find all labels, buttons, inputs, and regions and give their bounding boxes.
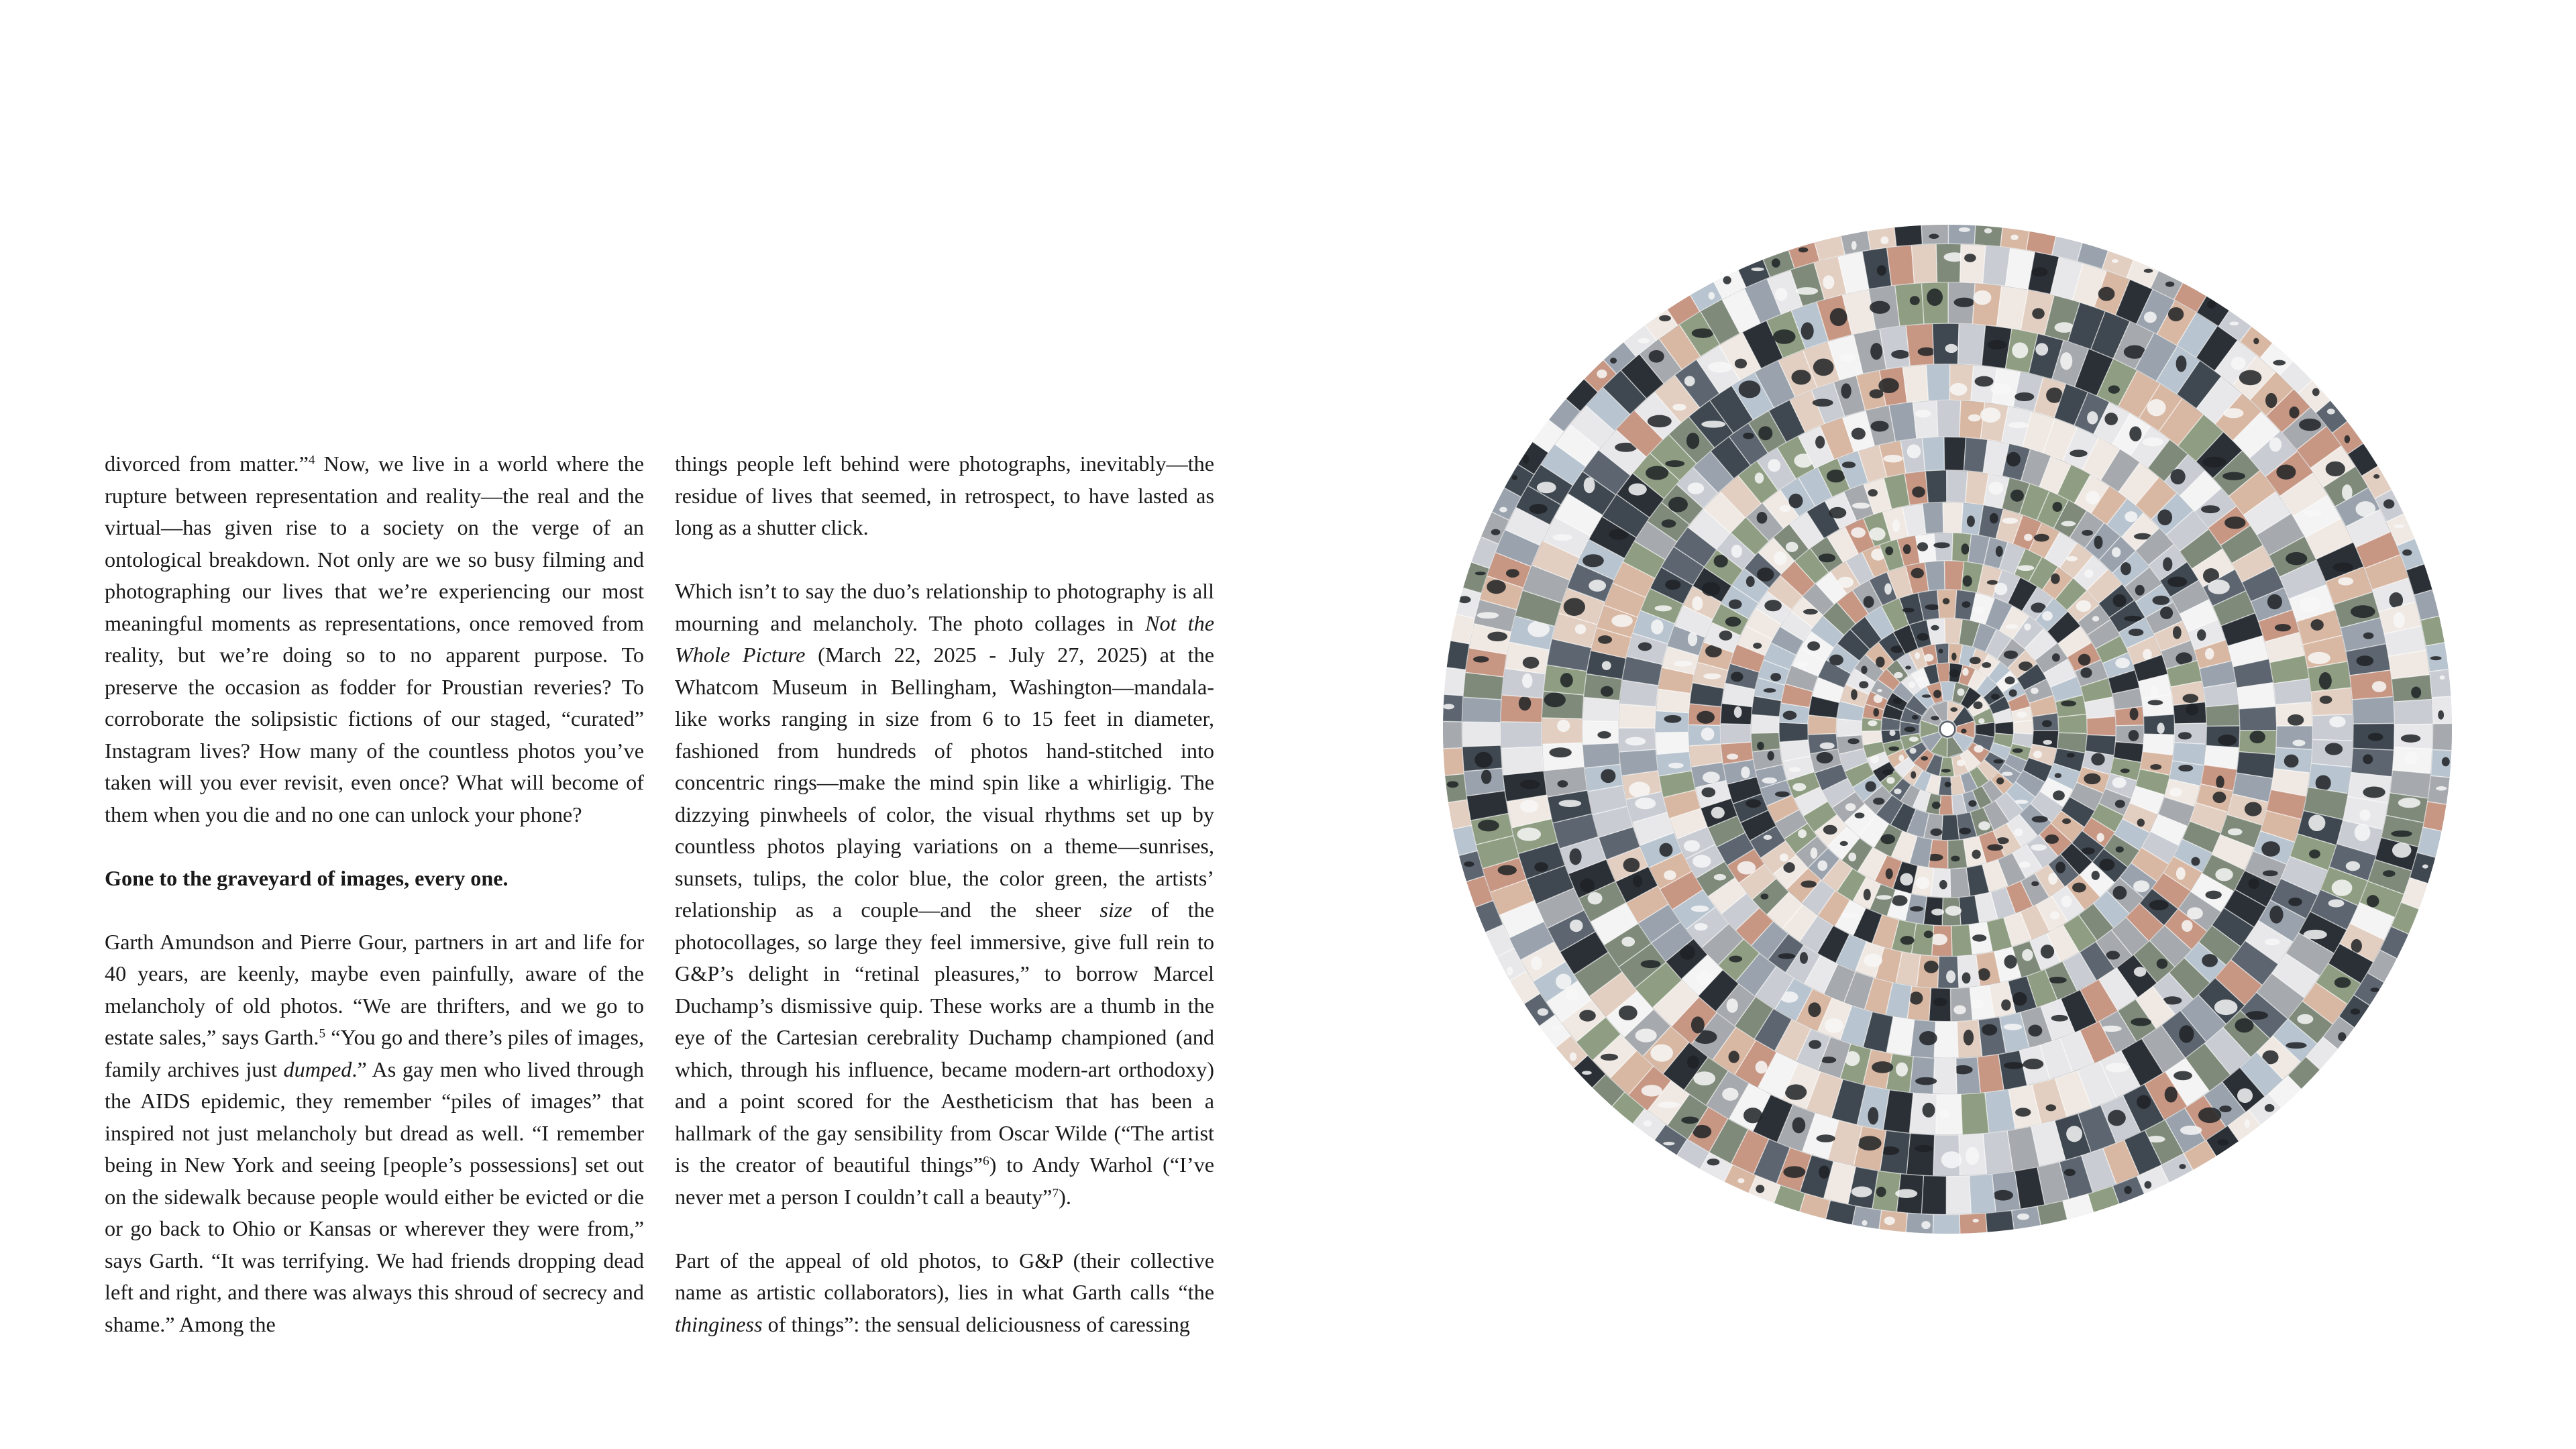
paragraph bbox=[105, 448, 644, 830]
text-run: Which isn’t to say the duo’s relationship to photography is all mourning and melancholy. The photo collages in bbox=[675, 579, 1214, 635]
paragraph bbox=[105, 926, 644, 1341]
photo-tiles bbox=[1441, 223, 2454, 1236]
text-run: ) to Andy Warhol (“I’ve never met a person I couldn’t call a beauty” bbox=[675, 1152, 1214, 1209]
paragraph: things people left behind were photographs, inevitably—the residue of lives that seemed, in retrospect, to have lasted as long as a shutter click. bbox=[675, 451, 1214, 539]
emphasis: thinginess bbox=[675, 1311, 763, 1336]
text-run: Garth Amundson and Pierre Gour, partners in art and life for 40 years, are keenly, maybe even painfully, aware of the melancholy of old photos. “We are thrifters, and we go to estate sales,” says Garth. bbox=[105, 929, 644, 1049]
paragraph bbox=[675, 576, 1214, 1213]
exhibition-title: Not the Whole Picture bbox=[675, 610, 1215, 667]
text-run: divorced from matter.” bbox=[105, 451, 309, 476]
text-run: of the photocollages, so large they feel immersive, give full rein to G&P’s delight in “retinal pleasures,” to borrow Marcel Duchamp’s dismissive quip. These works are a thumb in the eye of the Cartesian cerebrality Duchamp championed (and which, through his influence, became modern-art orthodoxy) and a point scored for the Aestheticism that has been a hallmark of the gay sensibility from Oscar Wilde (“The artist is the creator of beautiful things” bbox=[675, 898, 1214, 1177]
text-run: Part of the appeal of old photos, to G&P (their collective name as artistic collaborators), lies in what Garth calls “the bbox=[675, 1248, 1214, 1304]
emphasis: dumped bbox=[283, 1057, 352, 1081]
mandala-photocollage-image bbox=[1441, 223, 2454, 1236]
text-run: of things”: the sensual deliciousness of caressing bbox=[762, 1311, 1190, 1336]
footnote-marker[interactable]: 4 bbox=[308, 453, 315, 468]
text-run: (March 22, 2025 - July 27, 2025) at the Whatcom Museum in Bellingham, Washington—mandala-like works ranging in size from 6 to 15 feet in diameter, fashioned from hundreds of photos hand-stitched into concentric rings—make the mind spin like a whirligig. The dizzying pinwheels of color, the visual rhythms set up by countless photos playing variations on a theme—sunrises, sunsets, tulips, the color blue, the color green, the artists’ relationship as a couple—and the sheer bbox=[675, 643, 1214, 922]
footnote-marker[interactable]: 5 bbox=[319, 1026, 326, 1041]
text-run: ). bbox=[1059, 1184, 1071, 1209]
article-column-left bbox=[105, 448, 644, 1340]
text-run: .” As gay men who lived through the AIDS epidemic, they remember “piles of images” that inspired not just melancholy but dread as well. “I remember being in New York and seeing [people’s possessions] set out on the sidewalk because people would either be evicted or die or go back to Ohio or Kansas or wherever they were from,” says Garth. “It was terrifying. We had friends dropping dead left and right, and there was always this shroud of secrecy and shame.” Among the bbox=[105, 1057, 645, 1336]
footnote-marker[interactable]: 7 bbox=[1052, 1185, 1059, 1200]
article-column-right bbox=[675, 448, 1214, 1340]
paragraph bbox=[675, 1245, 1214, 1341]
emphasis: size bbox=[1099, 898, 1132, 922]
subheading: Gone to the graveyard of images, every one. bbox=[105, 865, 508, 890]
text-run: Now, we live in a world where the rupture between representation and reality—the real and the virtual—has given rise to a society on the verge of an ontological breakdown. Not only are we so busy filming and photographing our lives that we’re experiencing our most meaningful moments as representations, once removed from reality, but we’re doing so to no apparent purpose. To preserve the occasion as fodder for Proustian reveries? To corroborate the solipsistic fictions of our staged, “curated” Instagram lives? How many of the countless photos you’ve taken will you ever revisit, even once? What will become of them when you die and no one can unlock your phone? bbox=[105, 451, 644, 826]
footnote-marker[interactable]: 6 bbox=[982, 1154, 989, 1169]
mandala-photocollage bbox=[1441, 223, 2454, 1236]
text-run: “You go and there’s piles of images, family archives just bbox=[105, 1025, 645, 1081]
